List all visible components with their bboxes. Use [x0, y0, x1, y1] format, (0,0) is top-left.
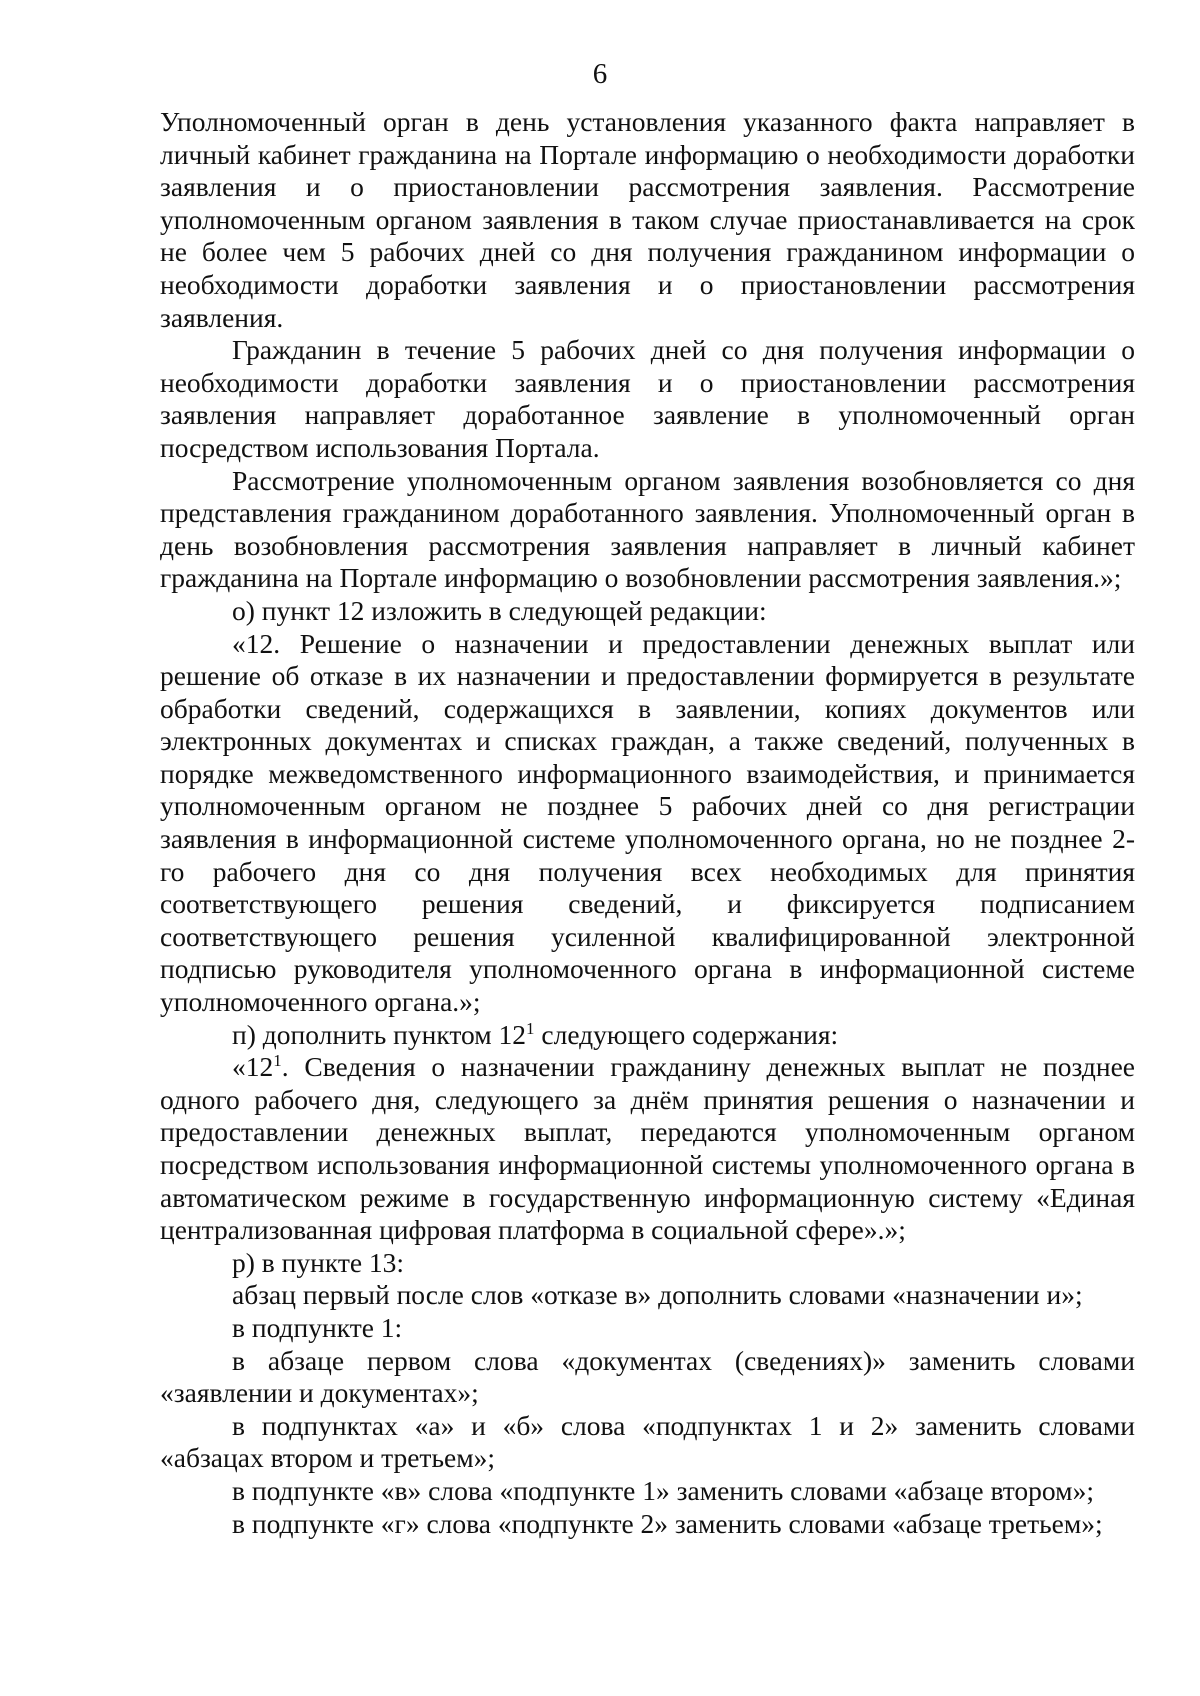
page-number: 6	[592, 58, 608, 90]
paragraph-item-r: р) в пункте 13:	[232, 1246, 405, 1278]
paragraph-citizen-resubmits: Гражданин в течение 5 рабочих дней со дня получения информации о необходимости доработки заявления и о приостановлении рассмотрения заявления направляет доработанное заявление в уполномоченный орган посредством использования Портала.	[160, 334, 1135, 463]
paragraph-review-resumed: Рассмотрение уполномоченным органом заявления возобновляется со дня представления гражданином доработанного заявления. Уполномоченный орган в день возобновления рассмотрения заявления направляет в личный кабинет гражданина на Портале информацию о возобновлении рассмотрения заявления.»;	[160, 464, 1135, 594]
paragraph-subitem-v: в подпункте «в» слова «подпункте 1» заменить словами «абзаце втором»;	[232, 1474, 1094, 1506]
clause-12-1-text-start: «12	[232, 1051, 274, 1083]
paragraph-subitems-a-b: в подпунктах «а» и «б» слова «подпунктах 1 и 2» заменить словами «абзацах втором и третьем»;	[160, 1409, 1135, 1474]
paragraph-clause-12-1	[160, 1051, 1135, 1247]
paragraph-subitem-1: в подпункте 1:	[232, 1311, 403, 1343]
paragraph-clause-12: «12. Решение о назначении и предоставлении денежных выплат или решение об отказе в их назначении и предоставлении формируется в результате обработки сведений, содержащихся в заявлении, копиях документов или электронных документах и списках граждан, а также сведений, полученных в порядке межведомственного информационного взаимодействия, и принимается уполномоченным органом не позднее 5 рабочих дней со дня регистрации заявления в информационной системе уполномоченного органа, но не позднее 2-го рабочего дня со дня получения всех необходимых для принятия соответствующего решения сведений, и фиксируется подписанием соответствующего решения усиленной квалифицированной электронной подписью руководителя уполномоченного органа в информационной системе уполномоченного органа.»;	[160, 627, 1135, 1018]
paragraph-item-o: о) пункт 12 изложить в следующей редакции:	[232, 594, 767, 626]
document-body	[160, 106, 1135, 1540]
clause-12-1-superscript: 1	[273, 1051, 282, 1071]
paragraph-first-abzac: абзац первый после слов «отказе в» дополнить словами «назначении и»;	[232, 1279, 1083, 1311]
paragraph-notice-rework: Уполномоченный орган в день установления указанного факта направляет в личный кабинет гражданина на Портале информацию о необходимости доработки заявления и о приостановлении рассмотрения заявления. Рассмотрение уполномоченным органом заявления в таком случае приостанавливается на срок не более чем 5 рабочих дней со дня получения гражданином информации о необходимости доработки заявления и о приостановлении рассмотрения заявления.	[160, 106, 1135, 333]
item-p-text-end: следующего содержания:	[534, 1018, 839, 1050]
paragraph-item-p	[160, 1019, 1135, 1052]
paragraph-subitem-g: в подпункте «г» слова «подпункте 2» заменить словами «абзаце третьем»;	[232, 1507, 1103, 1539]
clause-12-1-text-end: . Сведения о назначении гражданину денежных выплат не позднее одного рабочего дня, следующего за днём принятия решения о назначении и предоставлении денежных выплат, передаются уполномоченным органом посредством использования информационной системы уполномоченного органа в автоматическом режиме в государственную информационную систему «Единая централизованная цифровая платформа в социальной сфере».»;	[160, 1051, 1135, 1246]
item-p-text-start: п) дополнить пунктом 12	[232, 1018, 527, 1050]
paragraph-first-abzac-docs: в абзаце первом слова «документах (сведениях)» заменить словами «заявлении и документах»;	[160, 1344, 1135, 1409]
item-p-superscript: 1	[526, 1018, 535, 1038]
